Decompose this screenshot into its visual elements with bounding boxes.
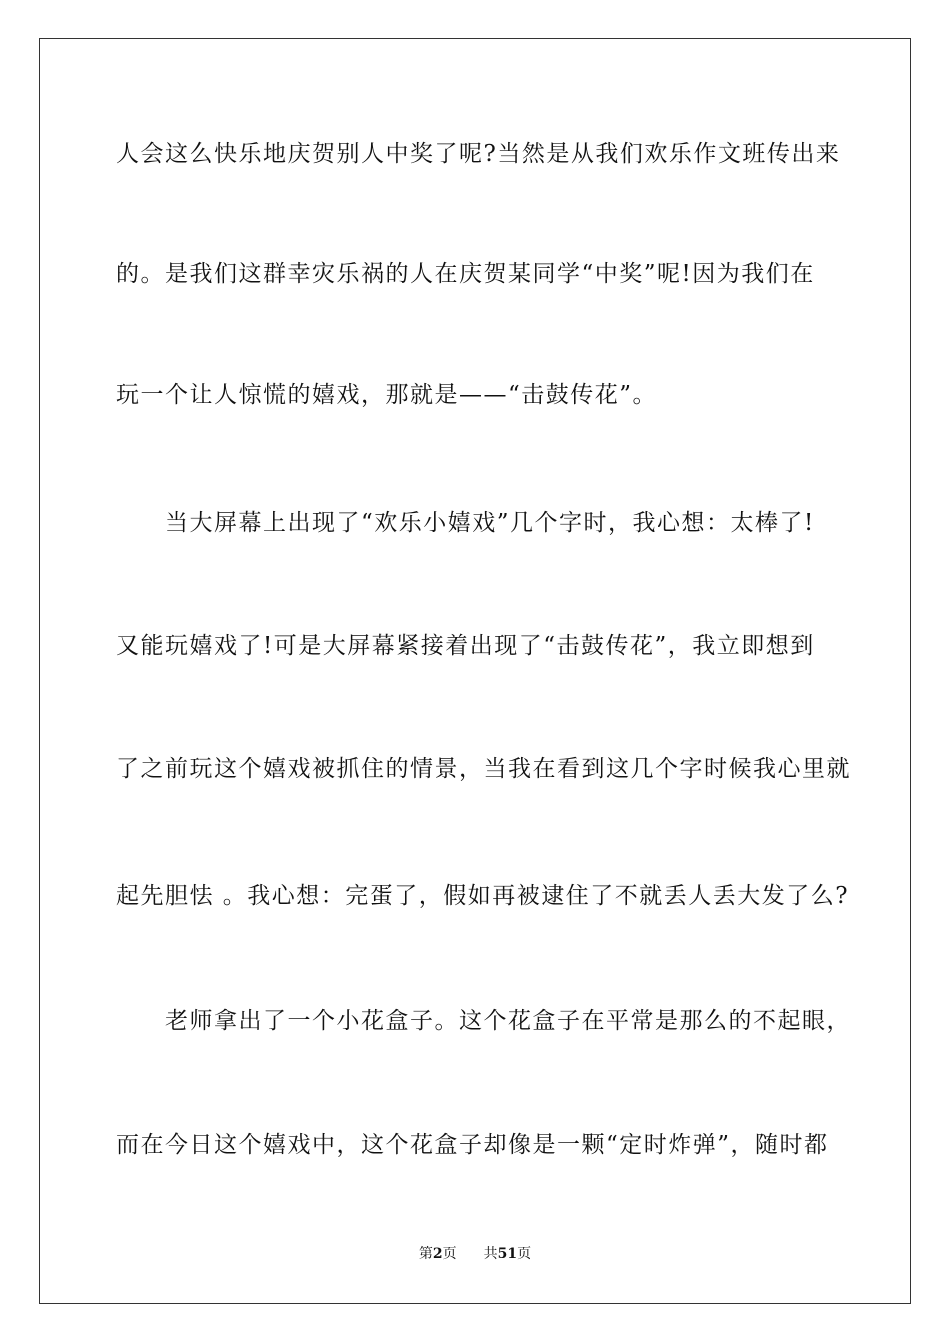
text-line: 人会这么快乐地庆贺别人中奖了呢?当然是从我们欢乐作文班传出来: [116, 141, 841, 167]
page-prefix: 第: [418, 1246, 433, 1262]
page-suffix: 页: [442, 1246, 457, 1262]
text-line: 的。是我们这群幸灾乐祸的人在庆贺某同学“中奖”呢!因为我们在: [116, 261, 815, 287]
page-footer: [0, 1243, 950, 1263]
text-line: 而在今日这个嬉戏中，这个花盒子却像是一颗“定时炸弹”，随时都: [116, 1132, 829, 1158]
text-line: 了之前玩这个嬉戏被抓住的情景，当我在看到这几个字时候我心里就: [116, 756, 851, 782]
text-line: 老师拿出了一个小花盒子。这个花盒子在平常是那么的不起眼，: [116, 1008, 851, 1034]
total-pages: 51: [497, 1246, 518, 1262]
text-line: 又能玩嬉戏了!可是大屏幕紧接着出现了“击鼓传花”，我立即想到: [116, 633, 815, 659]
text-line: 玩一个让人惊慌的嬉戏，那就是——“击鼓传花”。: [116, 382, 658, 408]
total-suffix: 页: [517, 1246, 532, 1262]
page-number: 2: [432, 1246, 443, 1262]
text-line: 起先胆怯 。我心想：完蛋了，假如再被逮住了不就丢人丢大发了么?: [116, 883, 850, 909]
total-prefix: 共: [483, 1246, 498, 1262]
page-border: [39, 38, 911, 1304]
text-line: 当大屏幕上出现了“欢乐小嬉戏”几个字时，我心想：太棒了!: [116, 510, 815, 536]
